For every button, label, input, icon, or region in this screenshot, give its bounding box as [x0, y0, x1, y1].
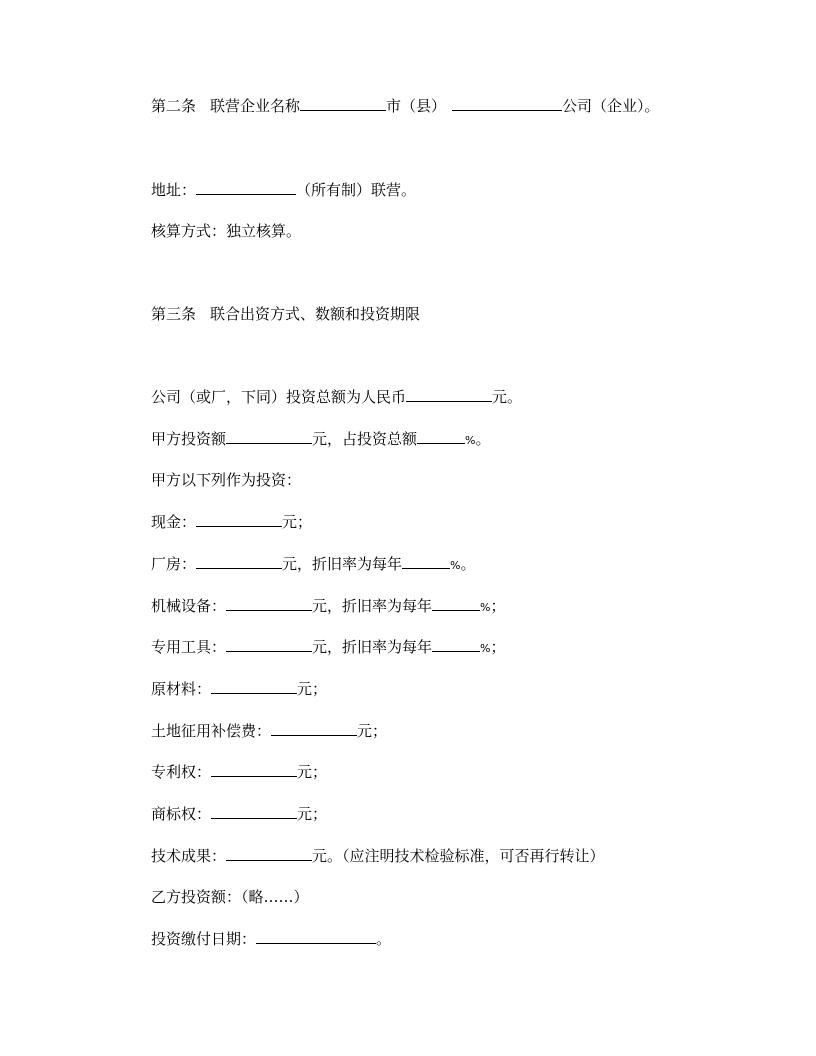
party-a-amount-blank[interactable]: [226, 429, 312, 444]
land-compensation-label: 土地征用补偿费：: [151, 722, 272, 740]
party-a-investment-line: [151, 429, 491, 451]
raw-material-line: [151, 679, 327, 699]
land-compensation-line: [151, 721, 387, 741]
company-label: 公司（企业）。: [562, 97, 660, 115]
city-label: 市（县）: [386, 97, 447, 115]
ownership-suffix: （所有制）联营。: [296, 181, 417, 199]
trademark-unit: 元；: [297, 805, 328, 823]
accounting-line: [151, 221, 301, 241]
machinery-depreciation-label: 元，折旧率为每年: [312, 597, 433, 615]
party-a-percent-blank[interactable]: [417, 429, 465, 444]
payment-date-end: 。: [376, 930, 392, 948]
land-compensation-blank[interactable]: [271, 721, 357, 736]
party-a-end: 。: [475, 430, 491, 448]
technology-line: [151, 846, 605, 866]
plant-end: 。: [460, 555, 476, 573]
party-a-label: 甲方投资额: [151, 430, 227, 448]
raw-material-blank[interactable]: [211, 679, 297, 694]
city-blank[interactable]: [300, 96, 386, 111]
party-b-text: 乙方投资额：（略……）: [151, 888, 309, 906]
machinery-line: [151, 596, 506, 618]
accounting-text: 核算方式：独立核算。: [151, 222, 302, 240]
trademark-line: [151, 804, 327, 824]
article-3-title: 联合出资方式、数额和投资期限: [210, 305, 421, 323]
company-blank[interactable]: [452, 96, 562, 111]
party-a-list-line: [151, 470, 301, 490]
trademark-label: 商标权：: [151, 805, 212, 823]
machinery-amount-blank[interactable]: [226, 596, 312, 611]
article-2-line: [151, 96, 660, 116]
tools-amount-blank[interactable]: [226, 637, 312, 652]
payment-date-line: [151, 929, 391, 949]
tools-label: 专用工具：: [151, 638, 227, 656]
machinery-end: ；: [490, 597, 506, 615]
machinery-rate-blank[interactable]: [432, 596, 480, 611]
cash-label: 现金：: [151, 513, 197, 531]
machinery-label: 机械设备：: [151, 597, 227, 615]
plant-amount-blank[interactable]: [196, 554, 282, 569]
tools-depreciation-label: 元，折旧率为每年: [312, 638, 433, 656]
patent-line: [151, 762, 327, 782]
plant-label: 厂房：: [151, 555, 197, 573]
party-a-list-text: 甲方以下列作为投资：: [151, 471, 302, 489]
patent-blank[interactable]: [211, 762, 297, 777]
plant-rate-blank[interactable]: [402, 554, 450, 569]
technology-unit-note: 元。（应注明技术检验标准，可否再行转让）: [312, 847, 605, 865]
enterprise-name-label: 联营企业名称: [210, 97, 301, 115]
technology-blank[interactable]: [226, 846, 312, 861]
percent-sign: %: [480, 642, 491, 655]
article-2-heading: 第二条: [151, 97, 197, 115]
patent-unit: 元；: [297, 763, 328, 781]
raw-material-unit: 元；: [297, 680, 328, 698]
total-investment-label: 公司（或厂，下同）投资总额为人民币: [151, 388, 407, 406]
address-line: [151, 180, 416, 200]
technology-label: 技术成果：: [151, 847, 227, 865]
trademark-blank[interactable]: [211, 804, 297, 819]
party-a-share-label: 元，占投资总额: [312, 430, 418, 448]
percent-sign: %: [480, 601, 491, 614]
total-investment-line: [151, 387, 522, 407]
total-investment-blank[interactable]: [406, 387, 492, 402]
patent-label: 专利权：: [151, 763, 212, 781]
payment-date-blank[interactable]: [256, 929, 376, 944]
cash-line: [151, 512, 312, 532]
article-3-line: [151, 304, 420, 324]
percent-sign: %: [450, 559, 461, 572]
tools-rate-blank[interactable]: [432, 637, 480, 652]
payment-date-label: 投资缴付日期：: [151, 930, 257, 948]
percent-sign: %: [465, 434, 476, 447]
total-investment-unit: 元。: [492, 388, 523, 406]
cash-blank[interactable]: [196, 512, 282, 527]
tools-line: [151, 637, 506, 659]
plant-line: [151, 554, 476, 576]
party-b-line: [151, 887, 309, 907]
land-compensation-unit: 元；: [357, 722, 388, 740]
article-3-heading: 第三条: [151, 305, 197, 323]
address-blank[interactable]: [196, 180, 296, 195]
raw-material-label: 原材料：: [151, 680, 212, 698]
address-label: 地址：: [151, 181, 197, 199]
tools-end: ；: [490, 638, 506, 656]
cash-unit: 元；: [282, 513, 313, 531]
plant-depreciation-label: 元，折旧率为每年: [282, 555, 403, 573]
